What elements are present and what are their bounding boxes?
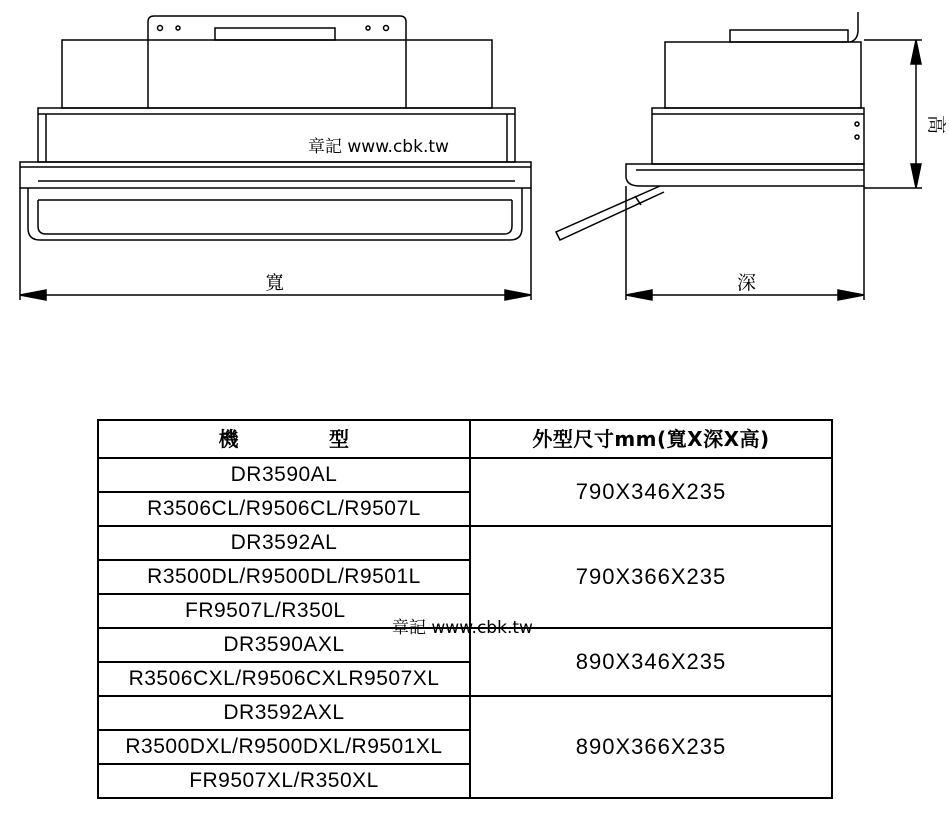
header-dimensions: 外型尺寸mm(寬X深X高)	[470, 420, 832, 458]
motor-housing	[62, 40, 492, 108]
model-cell: R3500DXL/R9500DXL/R9501XL	[98, 730, 470, 764]
table-watermark: 章記 www.cbk.tw	[392, 618, 533, 638]
side-drawer-arm	[556, 186, 664, 240]
side-top-vent	[730, 30, 848, 42]
model-cell: DR3592AXL	[98, 696, 470, 730]
table-header-row	[98, 420, 832, 458]
model-cell: R3506CL/R9506CL/R9507L	[98, 492, 470, 526]
side-motor-housing	[665, 42, 861, 108]
dims-cell: 790X346X235	[470, 458, 832, 526]
height-label: 高	[925, 115, 947, 135]
bracket-hole-left	[158, 26, 163, 31]
dims-cell: 890X346X235	[470, 628, 832, 696]
bracket-hole-right-2	[384, 26, 389, 31]
top-vent	[215, 28, 335, 40]
model-cell: FR9507L/R350L	[98, 594, 470, 628]
technical-drawing	[0, 0, 949, 340]
side-main-body	[652, 108, 864, 164]
depth-label: 深	[737, 272, 757, 294]
dims-cell: 790X366X235	[470, 526, 832, 628]
dims-cell: 890X366X235	[470, 696, 832, 798]
front-view	[20, 16, 531, 300]
table-row	[98, 526, 832, 560]
front-panel	[20, 162, 531, 188]
bracket-hole-left-2	[176, 26, 180, 30]
spec-table	[97, 419, 833, 799]
side-view	[556, 12, 922, 300]
model-cell: DR3592AL	[98, 526, 470, 560]
table-row	[98, 458, 832, 492]
bracket-hole-right	[366, 26, 370, 30]
table-row	[98, 696, 832, 730]
header-model: 機 型	[98, 420, 470, 458]
side-front-panel	[626, 164, 864, 186]
model-cell: DR3590AXL	[98, 628, 470, 662]
model-cell: DR3590AL	[98, 458, 470, 492]
drawing-watermark: 章記 www.cbk.tw	[308, 137, 449, 157]
width-label: 寬	[265, 272, 285, 294]
model-cell: FR9507XL/R350XL	[98, 764, 470, 798]
model-cell: R3500DL/R9500DL/R9501L	[98, 560, 470, 594]
model-cell: R3506CXL/R9506CXLR9507XL	[98, 662, 470, 696]
slide-drawer	[28, 188, 522, 240]
